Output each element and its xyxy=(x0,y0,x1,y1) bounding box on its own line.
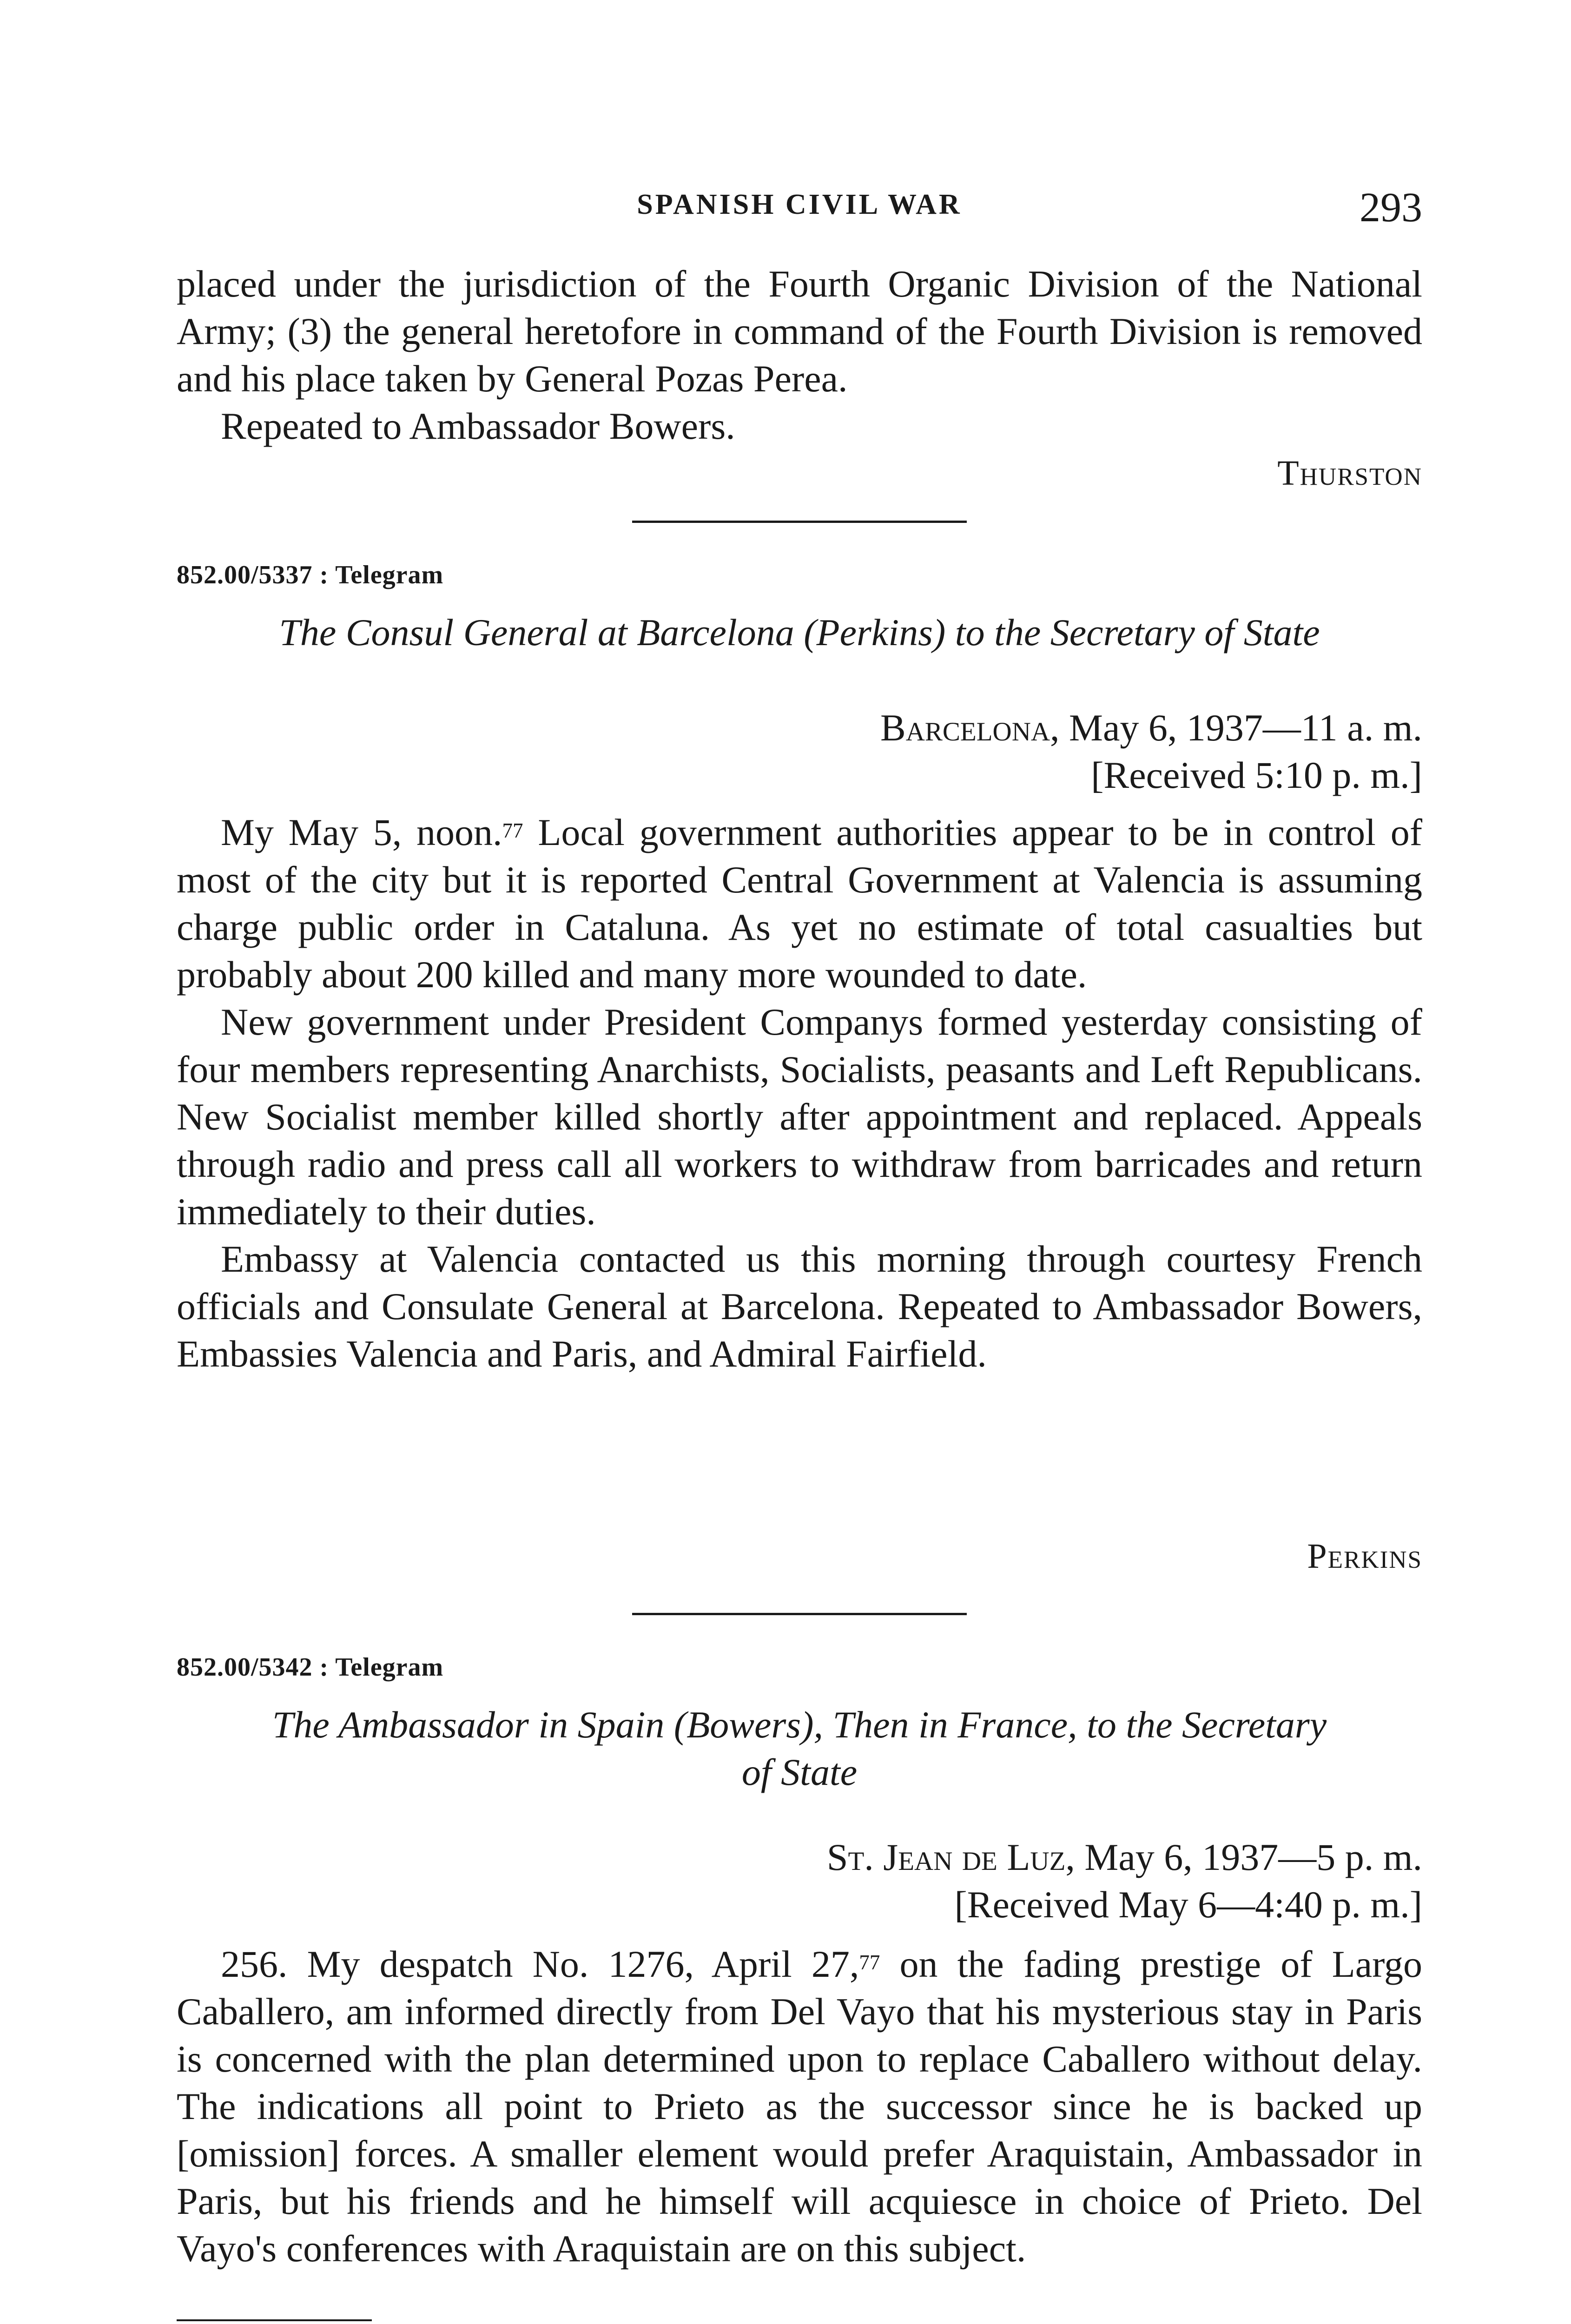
dateline xyxy=(177,1834,1422,1881)
footnote-area xyxy=(177,2319,1422,2324)
received-line: [Received May 6—4:40 p. m.] xyxy=(954,1883,1422,1926)
divider-rule xyxy=(632,1613,967,1615)
dateline xyxy=(177,704,1422,752)
signature-thurston: Thurston xyxy=(1277,454,1422,493)
paragraph-start: My May 5, noon. xyxy=(221,811,502,853)
dateline-date: , May 6, 1937—5 p. m. xyxy=(1065,1836,1422,1878)
paragraph: Embassy at Valencia contacted us this morning through courtesy French officials and Consulate General at Barcelona. Repeated to Ambassador Bowers, Embassies Valencia and Paris, and Admiral Fairfield. xyxy=(177,1238,1422,1375)
document-title-line: The Ambassador in Spain (Bowers), Then in France, to the Secretary xyxy=(272,1703,1327,1746)
footnote-reference: 77 xyxy=(859,1951,880,1974)
paragraph xyxy=(177,1941,1422,2272)
doc-thurston xyxy=(177,260,1422,450)
document-title xyxy=(177,1701,1422,1796)
section-divider xyxy=(177,521,1422,523)
running-head: SPANISH CIVIL WAR xyxy=(637,189,962,220)
received-line: [Received 5:10 p. m.] xyxy=(1091,754,1422,796)
doc-perkins-body xyxy=(177,809,1422,1378)
document-title: The Consul General at Barcelona (Perkins) to the Secretary of State xyxy=(279,611,1320,654)
footnote-rule xyxy=(177,2319,372,2321)
dateline-date: , May 6, 1937—11 a. m. xyxy=(1050,706,1422,749)
divider-rule xyxy=(632,521,967,523)
doc-bowers-body xyxy=(177,1941,1422,2272)
paragraph xyxy=(177,809,1422,998)
paragraph-rest: on the fading prestige of Largo Caballero, am informed directly from Del Vayo that his mysterious stay in Paris is concerned with the plan determined upon to replace Caballero without delay. The indications all point to Prieto as the successor since he is backed up [omission] forces. A smaller element would prefer Araquistain, Ambassador in Paris, but his friends and he himself will acquiesce in choice of Prieto. Del Vayo's conferences with Araquistain are on this subject. xyxy=(177,1943,1422,2270)
dateline-place: Barcelona xyxy=(880,706,1050,749)
section-divider xyxy=(177,1613,1422,1615)
page-number: 293 xyxy=(1360,185,1422,231)
page-header xyxy=(177,184,1422,235)
paragraph-start: 256. My despatch No. 1276, April 27, xyxy=(221,1943,859,1985)
dateline-place: St. Jean de Luz xyxy=(826,1836,1066,1878)
repeated-line: Repeated to Ambassador Bowers. xyxy=(221,405,735,447)
file-reference: 852.00/5337 : Telegram xyxy=(177,561,444,589)
file-reference: 852.00/5342 : Telegram xyxy=(177,1653,444,1682)
continuation-paragraph: placed under the jurisdiction of the Fourth Organic Division of the National Army; (3) the general heretofore in command of the Fourth Division is removed and his place taken by General Pozas Perea. xyxy=(177,263,1422,400)
paragraph-rest: Local government authorities appear to be in control of most of the city but it is reported Central Government at Valencia is assuming charge public order in Cataluna. As yet no estimate of total casualties but probably about 200 killed and many more wounded to date. xyxy=(177,811,1422,996)
signature-perkins: Perkins xyxy=(1307,1537,1422,1576)
paragraph: New government under President Companys formed yesterday consisting of four members representing Anarchists, Socialists, peasants and Left Republicans. New Socialist member killed shortly after appointment and replaced. Appeals through radio and press call all workers to withdraw from barricades and return immediately to their duties. xyxy=(177,1001,1422,1233)
footnote-reference: 77 xyxy=(502,819,523,842)
document-title-line: of State xyxy=(741,1751,858,1793)
